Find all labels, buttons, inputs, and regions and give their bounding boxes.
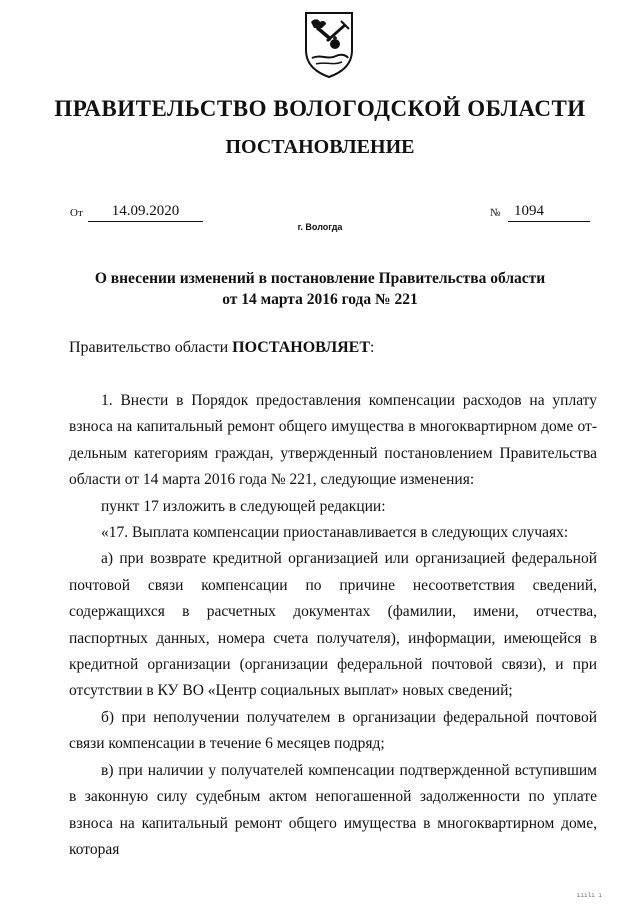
document-subject — [0, 268, 640, 310]
preamble-text: Правительство области — [69, 339, 233, 356]
paragraph-2: пункт 17 изложить в следующей редакции: — [101, 497, 386, 515]
government-title: ПРАВИТЕЛЬСТВО ВОЛОГОДСКОЙ ОБЛАСТИ — [54, 96, 586, 121]
subject-line-1: О внесении изменений в постановление Правительства области — [94, 270, 546, 287]
document-body — [69, 388, 597, 863]
document-date: 14.09.2020 — [88, 203, 203, 222]
document-number: 1094 — [508, 203, 590, 222]
paragraph-4: а) при возврате кредитной организацией или организацией федеральной почтовой связи компенсации по причине несоответствия сведений, содержащихся в расчетных документах (фамилии, имени, отчества, паспортных данных, номера счета получателя), информации, имеющейся в кредитной организации (организации федеральной почтовой связи), и при отсутствии в КУ ВО «Центр социальных выплат» новых сведений; — [69, 550, 597, 700]
paragraph-6: в) при наличии у получателей компенсации подтвержденной вступившим в законную силу судебным актом непогашенной задолженности по уплате взноса на капитальный ремонт общего имущества в многоквартирном доме, которая — [69, 761, 597, 858]
document-type: ПОСТАНОВЛЕНИЕ — [225, 136, 415, 158]
number-prefix: № — [490, 207, 501, 219]
footer-code: ııılı ı — [576, 892, 602, 899]
preamble-emphasis: ПОСТАНОВЛЯЕТ — [232, 339, 371, 356]
paragraph-1: 1. Внести в Порядок предоставления компенсации расходов на уплату взноса на капитальный ремонт общего имущества в многоквартирном доме отдельным категориям граждан, утвержденный постановлением Правительства области от 14 марта 2016 года № 221, следующие изменения: — [69, 392, 597, 489]
vologda-coat-of-arms-icon — [302, 10, 356, 78]
preamble — [69, 339, 374, 357]
paragraph-5: б) при неполучении получателем в организации федеральной почтовой связи компенсации в течение 6 месяцев подряд; — [69, 708, 597, 753]
paragraph-3: «17. Выплата компенсации приостанавливается в следующих случаях: — [101, 524, 569, 542]
city: г. Вологда — [297, 222, 343, 232]
subject-line-2: от 14 марта 2016 года № 221 — [222, 291, 418, 308]
date-prefix: От — [70, 207, 83, 219]
preamble-tail: : — [370, 339, 375, 356]
